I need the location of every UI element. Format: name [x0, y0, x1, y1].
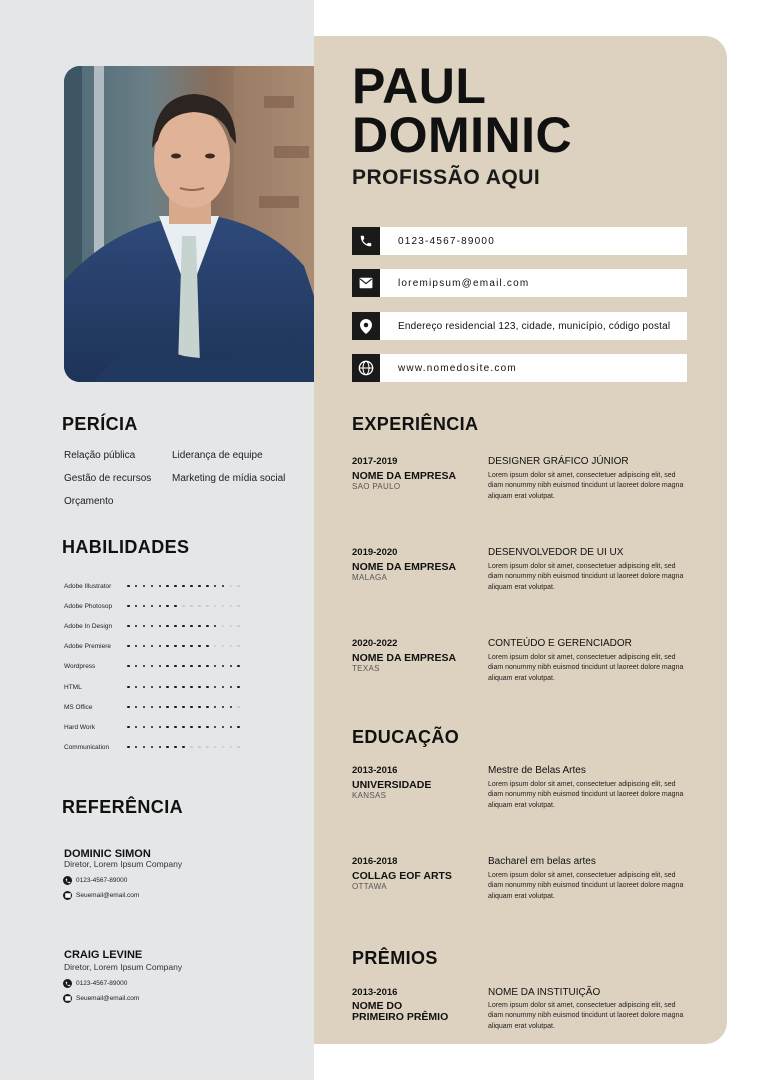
- expertise-item: Gestão de recursos: [64, 473, 152, 484]
- entry-organization: NOME DA EMPRESA: [352, 470, 457, 482]
- skill-dot-filled: [135, 686, 138, 689]
- entry-years: 2020-2022: [352, 638, 398, 649]
- skill-dot-filled: [190, 726, 193, 729]
- skill-dot-filled: [127, 746, 130, 749]
- skill-dot-empty: [198, 746, 201, 749]
- skill-dot-filled: [182, 746, 185, 749]
- email-icon: [63, 994, 72, 1003]
- skill-name: Communication: [64, 743, 110, 751]
- skill-dot-empty: [214, 746, 217, 749]
- skill-dot-filled: [151, 625, 154, 628]
- entry-location: OTTAWA: [352, 882, 387, 891]
- reference-phone-value: 0123-4567-89000: [76, 980, 128, 987]
- skill-dot-filled: [166, 726, 169, 729]
- skill-dot-filled: [143, 625, 146, 628]
- skill-dot-filled: [151, 726, 154, 729]
- skill-name: MS Office: [64, 703, 93, 711]
- skill-dot-empty: [190, 605, 193, 608]
- skill-level-dots: [127, 605, 245, 608]
- skill-dot-filled: [174, 645, 177, 648]
- skill-dot-filled: [166, 686, 169, 689]
- skill-dot-filled: [127, 585, 130, 588]
- skill-dot-filled: [222, 585, 225, 588]
- candidate-name: [352, 58, 573, 163]
- reference-name: CRAIG LEVINE: [64, 949, 143, 961]
- skill-dot-filled: [151, 686, 154, 689]
- skill-dot-filled: [198, 665, 201, 668]
- skill-dot-filled: [214, 726, 217, 729]
- globe-icon: [352, 354, 380, 382]
- skill-dot-filled: [190, 625, 193, 628]
- skill-dot-filled: [166, 746, 169, 749]
- skill-dot-filled: [135, 665, 138, 668]
- reference-phone: [63, 876, 127, 885]
- reference-email-value: Seuemail@email.com: [76, 995, 140, 1002]
- skill-dot-filled: [206, 726, 209, 729]
- skill-name: Wordpress: [64, 662, 96, 670]
- skill-dot-filled: [214, 625, 217, 628]
- skill-dot-filled: [182, 585, 185, 588]
- skill-dot-filled: [135, 625, 138, 628]
- skill-dot-filled: [214, 665, 217, 668]
- skill-dot-filled: [237, 726, 240, 729]
- skill-dot-filled: [143, 686, 146, 689]
- skill-dot-filled: [143, 585, 146, 588]
- skill-dot-filled: [151, 645, 154, 648]
- contact-phone-value: 0123-4567-89000: [380, 227, 687, 255]
- reference-phone: [63, 979, 127, 988]
- skill-dot-empty: [230, 625, 233, 628]
- entry-description: Lorem ipsum dolor sit amet, consectetuer adipiscing elit, sed diam nonummy nibh euismod tincidunt ut laoreet dolore magna aliquam erat volutpat.: [488, 781, 684, 809]
- skill-dot-empty: [222, 746, 225, 749]
- skill-dot-filled: [159, 605, 162, 608]
- award-name-line-2: PRIMEIRO PRÊMIO: [352, 1011, 449, 1023]
- entry-location: MALAGA: [352, 573, 388, 582]
- skill-dot-filled: [135, 726, 138, 729]
- skill-dot-filled: [206, 706, 209, 709]
- reference-role: Diretor, Lorem Ipsum Company: [64, 962, 183, 972]
- skill-dot-filled: [143, 726, 146, 729]
- skill-dot-empty: [230, 746, 233, 749]
- skill-dot-empty: [230, 645, 233, 648]
- entry-organization: NOME DA EMPRESA: [352, 561, 457, 573]
- skill-dot-filled: [143, 665, 146, 668]
- reference-email-value: Seuemail@email.com: [76, 892, 140, 899]
- skill-dot-empty: [237, 645, 240, 648]
- skill-dot-empty: [182, 605, 185, 608]
- entry-organization: COLLAG EOF ARTS: [352, 870, 452, 882]
- skill-row: [64, 702, 254, 712]
- reference-email: [63, 891, 139, 900]
- skill-dot-filled: [174, 686, 177, 689]
- skill-dot-filled: [190, 665, 193, 668]
- skill-dot-empty: [230, 585, 233, 588]
- phone-icon: [63, 876, 72, 885]
- skill-level-dots: [127, 585, 245, 588]
- skill-dot-filled: [166, 706, 169, 709]
- skill-dot-filled: [230, 706, 233, 709]
- skill-dot-filled: [214, 706, 217, 709]
- entry-years: 2013-2016: [352, 765, 398, 776]
- skill-dot-filled: [166, 665, 169, 668]
- entry-years: 2016-2018: [352, 856, 398, 867]
- skill-dot-filled: [206, 585, 209, 588]
- skill-dot-filled: [190, 686, 193, 689]
- skill-dot-filled: [151, 706, 154, 709]
- skill-dot-filled: [151, 665, 154, 668]
- profession-title: PROFISSÃO AQUI: [352, 166, 541, 189]
- name-line-1: PAUL: [352, 58, 487, 114]
- skill-name: Adobe Photosop: [64, 602, 113, 610]
- reference-role: Diretor, Lorem Ipsum Company: [64, 859, 183, 869]
- skill-dot-filled: [151, 585, 154, 588]
- entry-organization: UNIVERSIDADE: [352, 779, 432, 791]
- entry-organization: NOME DA EMPRESA: [352, 652, 457, 664]
- skill-dot-filled: [143, 746, 146, 749]
- skill-level-dots: [127, 746, 245, 749]
- skill-dot-filled: [174, 625, 177, 628]
- skill-dot-filled: [127, 605, 130, 608]
- skill-dot-filled: [143, 706, 146, 709]
- skill-row: [64, 581, 254, 591]
- skill-dot-filled: [174, 706, 177, 709]
- skill-dot-filled: [166, 645, 169, 648]
- skill-dot-filled: [190, 645, 193, 648]
- skill-dot-filled: [159, 585, 162, 588]
- skills-title: HABILIDADES: [62, 537, 190, 557]
- location-icon: [352, 312, 380, 340]
- contact-email: [352, 269, 687, 297]
- skill-dot-filled: [230, 686, 233, 689]
- skill-dot-filled: [135, 706, 138, 709]
- skill-dot-filled: [159, 746, 162, 749]
- skill-row: [64, 641, 254, 651]
- entry-description: Lorem ipsum dolor sit amet, consectetuer adipiscing elit, sed diam nonummy nibh euismod tincidunt ut laoreet dolore magna aliquam erat volutpat.: [488, 654, 684, 682]
- skill-row: [64, 661, 254, 671]
- skill-row: [64, 722, 254, 732]
- contact-address-value: Endereço residencial 123, cidade, município, código postal: [380, 312, 687, 340]
- skill-dot-filled: [143, 605, 146, 608]
- skill-dot-empty: [237, 605, 240, 608]
- skill-dot-filled: [214, 686, 217, 689]
- reference-email: [63, 994, 139, 1003]
- skill-row: [64, 621, 254, 631]
- skill-dot-filled: [230, 665, 233, 668]
- entry-location: KANSAS: [352, 791, 387, 800]
- skill-row: [64, 742, 254, 752]
- email-icon: [63, 891, 72, 900]
- skill-dot-filled: [206, 645, 209, 648]
- skill-dot-filled: [222, 665, 225, 668]
- entry-years: 2013-2016: [352, 987, 398, 998]
- skill-dot-filled: [222, 706, 225, 709]
- expertise-item: Relação pública: [64, 450, 136, 461]
- entry-description: Lorem ipsum dolor sit amet, consectetuer adipiscing elit, sed diam nonummy nibh euismod tincidunt ut laoreet dolore magna aliquam erat volutpat.: [488, 872, 684, 900]
- contact-website: [352, 354, 687, 382]
- entry-description: Lorem ipsum dolor sit amet, consectetuer adipiscing elit, sed diam nonummy nibh euismod tincidunt ut laoreet dolore magna aliquam erat volutpat.: [488, 472, 684, 500]
- skill-dot-filled: [222, 726, 225, 729]
- skill-dot-filled: [135, 585, 138, 588]
- entry-role: DESENVOLVEDOR DE UI UX: [488, 547, 624, 558]
- skill-dot-empty: [190, 746, 193, 749]
- skill-dot-filled: [182, 625, 185, 628]
- entry-role: Mestre de Belas Artes: [488, 765, 586, 776]
- skill-dot-filled: [198, 686, 201, 689]
- skill-level-dots: [127, 706, 245, 709]
- entry-role: NOME DA INSTITUIÇÃO: [488, 987, 601, 998]
- profile-photo: [64, 66, 314, 382]
- skill-dot-filled: [214, 585, 217, 588]
- skill-dot-filled: [135, 746, 138, 749]
- entry-location: TEXAS: [352, 664, 380, 673]
- skill-level-dots: [127, 645, 245, 648]
- skill-dot-empty: [237, 706, 240, 709]
- skill-dot-filled: [127, 726, 130, 729]
- skill-level-dots: [127, 625, 245, 628]
- skill-dot-filled: [198, 726, 201, 729]
- skill-dot-filled: [182, 726, 185, 729]
- expertise-item: Liderança de equipe: [172, 450, 263, 461]
- skill-dot-filled: [237, 665, 240, 668]
- contact-address: [352, 312, 687, 340]
- skill-dot-filled: [190, 585, 193, 588]
- skill-dot-filled: [159, 726, 162, 729]
- skill-dot-filled: [151, 746, 154, 749]
- skill-dot-empty: [214, 605, 217, 608]
- skill-dot-filled: [127, 686, 130, 689]
- entry-description: Lorem ipsum dolor sit amet, consectetuer adipiscing elit, sed diam nonummy nibh euismod tincidunt ut laoreet dolore magna aliquam erat volutpat.: [488, 563, 684, 591]
- skill-dot-filled: [127, 706, 130, 709]
- entry-organization: [352, 1001, 448, 1023]
- skill-dot-empty: [222, 645, 225, 648]
- skill-dot-filled: [206, 625, 209, 628]
- skill-name: Hard Work: [64, 723, 95, 731]
- skill-name: HTML: [64, 683, 82, 691]
- skill-dot-empty: [222, 625, 225, 628]
- skill-dot-filled: [174, 585, 177, 588]
- phone-icon: [352, 227, 380, 255]
- skill-dot-filled: [127, 665, 130, 668]
- skill-dot-filled: [127, 625, 130, 628]
- skill-name: Adobe Premiere: [64, 642, 111, 650]
- skill-dot-empty: [198, 605, 201, 608]
- skill-dot-empty: [237, 585, 240, 588]
- skill-dot-filled: [143, 645, 146, 648]
- skill-dot-empty: [237, 625, 240, 628]
- entry-years: 2019-2020: [352, 547, 398, 558]
- skill-dot-filled: [182, 665, 185, 668]
- skill-dot-filled: [222, 686, 225, 689]
- skill-dot-filled: [190, 706, 193, 709]
- skill-dot-filled: [159, 686, 162, 689]
- entry-role: Bacharel em belas artes: [488, 856, 596, 867]
- education-title: EDUCAÇÃO: [352, 727, 460, 747]
- reference-name: DOMINIC SIMON: [64, 848, 151, 860]
- skill-level-dots: [127, 686, 245, 689]
- award-name-line-1: NOME DO: [352, 1000, 403, 1012]
- expertise-title: PERÍCIA: [62, 414, 138, 434]
- skill-dot-filled: [206, 686, 209, 689]
- email-icon: [352, 269, 380, 297]
- entry-role: DESIGNER GRÁFICO JÚNIOR: [488, 456, 629, 467]
- skill-dot-empty: [206, 605, 209, 608]
- skill-dot-filled: [151, 605, 154, 608]
- skill-dot-filled: [127, 645, 130, 648]
- skill-dot-filled: [159, 665, 162, 668]
- skill-dot-filled: [135, 605, 138, 608]
- skill-dot-filled: [198, 625, 201, 628]
- entry-role: CONTEÚDO E GERENCIADOR: [488, 638, 632, 649]
- skill-dot-filled: [174, 605, 177, 608]
- skill-level-dots: [127, 665, 245, 668]
- entry-location: SAO PAULO: [352, 482, 401, 491]
- skill-row: [64, 682, 254, 692]
- skill-dot-filled: [135, 645, 138, 648]
- skill-dot-filled: [159, 706, 162, 709]
- contact-email-value: loremipsum@email.com: [380, 269, 687, 297]
- skill-dot-filled: [174, 746, 177, 749]
- references-title: REFERÊNCIA: [62, 797, 184, 817]
- skill-name: Adobe Illustrator: [64, 582, 112, 590]
- skill-dot-empty: [214, 645, 217, 648]
- skill-name: Adobe In Design: [64, 622, 113, 630]
- skill-dot-filled: [198, 706, 201, 709]
- skill-dot-filled: [206, 665, 209, 668]
- skill-dot-filled: [166, 585, 169, 588]
- awards-title: PRÊMIOS: [352, 948, 438, 968]
- skill-dot-empty: [222, 605, 225, 608]
- skill-level-dots: [127, 726, 245, 729]
- entry-years: 2017-2019: [352, 456, 398, 467]
- skill-dot-filled: [174, 665, 177, 668]
- contact-phone: [352, 227, 687, 255]
- phone-icon: [63, 979, 72, 988]
- skill-dot-filled: [166, 625, 169, 628]
- expertise-item: Marketing de mídia social: [172, 473, 286, 484]
- skill-dot-empty: [230, 605, 233, 608]
- skill-dot-empty: [206, 746, 209, 749]
- skill-dot-filled: [166, 605, 169, 608]
- skill-row: [64, 601, 254, 611]
- skill-dot-filled: [182, 686, 185, 689]
- skill-dot-filled: [198, 645, 201, 648]
- skill-dot-filled: [159, 625, 162, 628]
- skill-dot-filled: [182, 706, 185, 709]
- skill-dot-filled: [230, 726, 233, 729]
- skill-dot-filled: [237, 686, 240, 689]
- reference-phone-value: 0123-4567-89000: [76, 877, 128, 884]
- expertise-item: Orçamento: [64, 496, 114, 507]
- skill-dot-filled: [174, 726, 177, 729]
- name-line-2: DOMINIC: [352, 107, 573, 163]
- entry-description: Lorem ipsum dolor sit amet, consectetuer adipiscing elit, sed diam nonummy nibh euismod tincidunt ut laoreet dolore magna aliquam erat volutpat.: [488, 1002, 684, 1030]
- skill-dot-empty: [237, 746, 240, 749]
- contact-website-value: www.nomedosite.com: [380, 354, 687, 382]
- skill-dot-filled: [182, 645, 185, 648]
- experience-title: EXPERIÊNCIA: [352, 414, 479, 434]
- skill-dot-filled: [159, 645, 162, 648]
- skill-dot-filled: [198, 585, 201, 588]
